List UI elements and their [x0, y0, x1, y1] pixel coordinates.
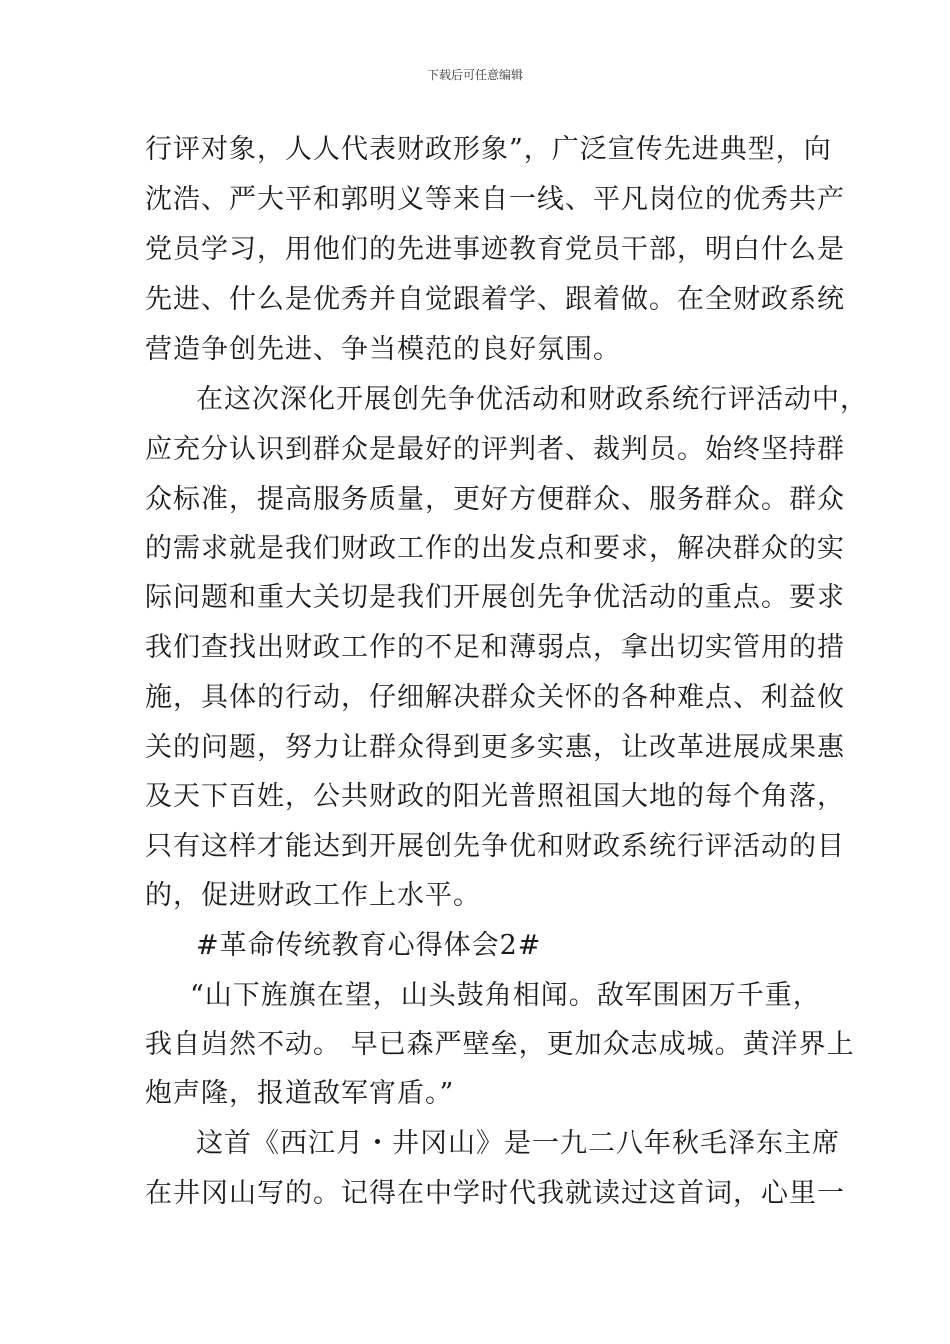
text-line: 我们查找出财政工作的不足和薄弱点，拿出切实管用的措	[145, 632, 845, 663]
text-line: 行评对象，人人代表财政形象”，广泛宣传先进典型，向	[145, 134, 832, 165]
text-line: 沈浩、严大平和郭明义等来自一线、平凡岗位的优秀共产	[145, 184, 845, 215]
text-line: 我自岿然不动。 早已森严壁垒，更加众志成城。黄洋界上	[145, 1029, 855, 1060]
section-heading: #革命传统教育心得体会2#	[196, 930, 542, 961]
text-line: 的，促进财政工作上水平。	[145, 880, 481, 911]
text-line: 及天下百姓，公共财政的阳光普照祖国大地的每个角落，	[145, 781, 845, 812]
text-line: 在这次深化开展创先争优活动和财政系统行评活动中，	[196, 384, 868, 415]
text-line: 先进、什么是优秀并自觉跟着学、跟着做。在全财政系统	[145, 284, 845, 315]
text-line: 际问题和重大关切是我们开展创先争优活动的重点。要求	[145, 582, 845, 613]
text-line: 关的问题，努力让群众得到更多实惠，让改革进展成果惠	[145, 732, 845, 763]
text-line: “山下旌旗在望，山头鼓角相闻。敌军围困万千重，	[190, 980, 821, 1011]
page-header: 下载后可任意编辑	[426, 68, 523, 82]
text-line: 施，具体的行动，仔细解决群众关怀的各种难点、利益攸	[145, 682, 845, 713]
text-line: 只有这样才能达到开展创先争优和财政系统行评活动的目	[145, 831, 845, 862]
text-line: 党员学习，用他们的先进事迹教育党员干部，明白什么是	[145, 234, 845, 265]
text-line: 的需求就是我们财政工作的出发点和要求，解决群众的实	[145, 533, 845, 564]
text-line: 这首《西江月・井冈山》是一九二八年秋毛泽东主席	[196, 1128, 840, 1159]
text-line: 在井冈山写的。记得在中学时代我就读过这首词，心里一	[145, 1178, 845, 1209]
text-line: 应充分认识到群众是最好的评判者、裁判员。始终坚持群	[145, 434, 845, 465]
text-line: 炮声隆，报道敌军宵盾。”	[145, 1078, 455, 1109]
text-line: 营造争创先进、争当模范的良好氛围。	[145, 334, 621, 365]
text-line: 众标准，提高服务质量，更好方便群众、服务群众。群众	[145, 484, 845, 515]
